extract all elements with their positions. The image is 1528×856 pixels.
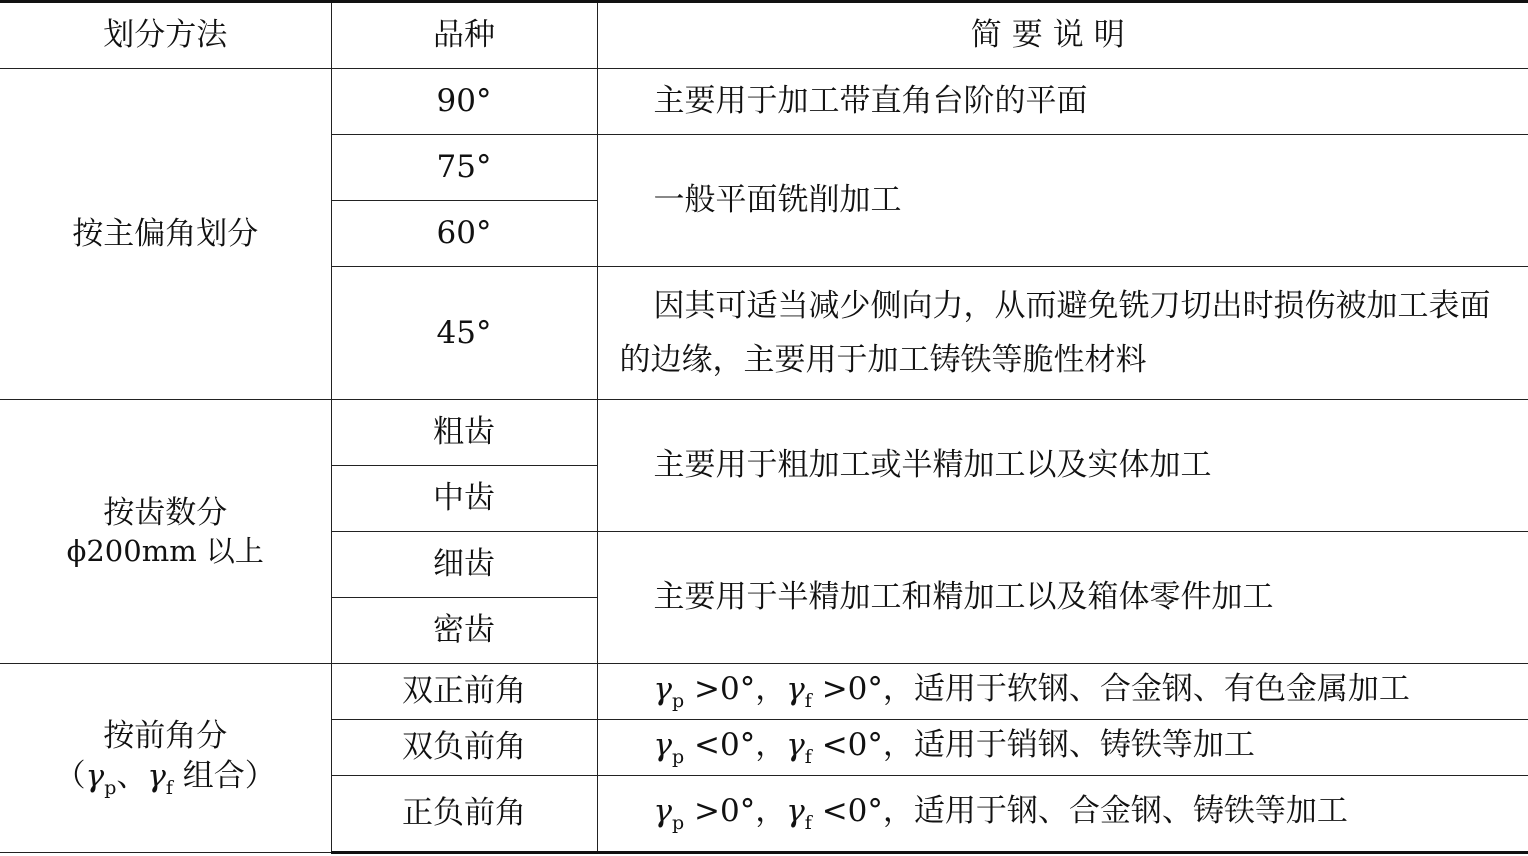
gamma-symbol: γ [653, 671, 673, 708]
method-sublabel [0, 756, 331, 801]
variety-cell: 45° [331, 267, 597, 400]
header-description: 简要说明 [597, 2, 1528, 69]
table-row [0, 69, 1528, 135]
method-cell-rake-angle [0, 664, 331, 853]
description-cell: 主要用于加工带直角台阶的平面 [597, 69, 1528, 135]
gamma-symbol: γ [786, 727, 805, 764]
description-cell [597, 267, 1528, 400]
condition-text: <0°， [684, 727, 787, 764]
table-row [0, 664, 1528, 720]
description-cell [597, 664, 1528, 720]
variety-cell: 75° [331, 135, 597, 201]
header-variety: 品种 [331, 2, 597, 69]
condition-text: >0°， [684, 793, 787, 830]
description-cell: 主要用于粗加工或半精加工以及实体加工 [597, 400, 1528, 532]
subscript: f [165, 776, 173, 799]
variety-cell: 密齿 [331, 598, 597, 664]
subscript: p [672, 812, 685, 835]
gamma-symbol: γ [653, 727, 673, 764]
condition-text: >0°， [684, 671, 787, 708]
subscript: p [672, 690, 685, 713]
gamma-symbol: γ [786, 793, 805, 830]
description-cell [597, 720, 1528, 776]
description-cell [597, 776, 1528, 853]
method-label: 按齿数分 [103, 494, 228, 531]
paren-close: 组合） [172, 757, 276, 794]
variety-cell: 双负前角 [331, 720, 597, 776]
subscript: f [804, 746, 812, 769]
condition-text: <0°，适用于钢、合金钢、铸铁等加工 [811, 793, 1348, 830]
subscript: p [672, 746, 685, 769]
description-text: 因其可适当减少侧向力，从而避免铣刀切出时损伤被加工表面的边缘，主要用于加工铸铁等脆性材料 [619, 288, 1491, 378]
variety-cell: 细齿 [331, 532, 597, 598]
variety-cell: 正负前角 [331, 776, 597, 853]
table-row [0, 400, 1528, 466]
condition-text: <0°，适用于销钢、铸铁等加工 [811, 727, 1255, 764]
gamma-symbol: γ [147, 757, 166, 794]
subscript: p [104, 776, 117, 799]
subscript: f [804, 690, 812, 713]
variety-cell: 中齿 [331, 466, 597, 532]
description-cell: 主要用于半精加工和精加工以及箱体零件加工 [597, 532, 1528, 664]
variety-cell: 双正前角 [331, 664, 597, 720]
gamma-symbol: γ [786, 671, 805, 708]
table-header-row [0, 2, 1528, 69]
gamma-symbol: γ [653, 793, 673, 830]
description-cell: 一般平面铣削加工 [597, 135, 1528, 267]
method-sublabel: ϕ200mm 以上 [66, 533, 264, 568]
method-label: 按前角分 [103, 717, 228, 754]
method-cell-main-angle [0, 69, 331, 400]
condition-text: >0°，适用于软钢、合金钢、有色金属加工 [811, 671, 1410, 708]
gamma-symbol: γ [85, 757, 105, 794]
variety-cell: 粗齿 [331, 400, 597, 466]
method-cell-tooth-count [0, 400, 331, 664]
variety-cell: 90° [331, 69, 597, 135]
separator: 、 [116, 757, 148, 794]
subscript: f [804, 812, 812, 835]
header-method: 划分方法 [0, 2, 331, 69]
paren-open: （ [54, 757, 86, 794]
method-label: 按主偏角划分 [72, 215, 259, 252]
variety-cell: 60° [331, 201, 597, 267]
